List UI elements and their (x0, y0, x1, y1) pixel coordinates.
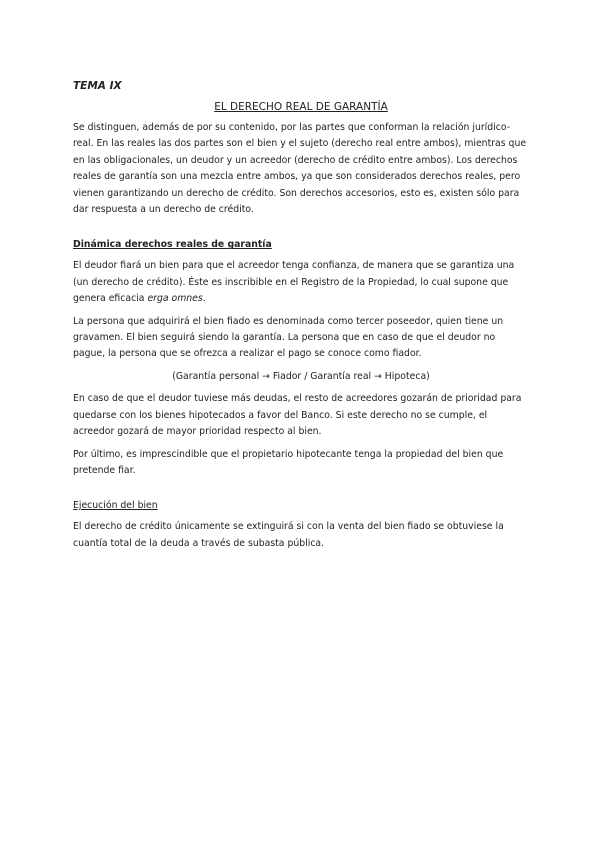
dinamica-paragraph-2: La persona que adquirirá el bien fiado es denominada como tercer poseedor, quien tiene un gravamen. El bien seguirá siendo la garantía. La persona que en caso de que el deudor no pague, la persona que se ofrezca a realizar el pago se conoce como fiador. (73, 315, 504, 360)
intro-paragraph: Se distinguen, además de por su contenido, por las partes que conforman la relación jurídico-real. En las reales las dos partes son el bien y el sujeto (derecho real entre ambos), mientras que en las obligacionales, un deudor y un acreedor (derecho de crédito entre ambos). Los derechos reales de garantía son una mezcla entre ambos, ya que son considerados derechos reales, pero vienen garantizando un derecho de crédito. Son derechos accesorios, esto es, existen sólo para dar respuesta a un derecho de crédito. (73, 122, 527, 216)
chapter-label: TEMA IX (73, 80, 122, 92)
guarantee-formula: (Garantía personal → Fiador / Garantía real → Hipoteca) (172, 370, 430, 382)
document-content (73, 79, 529, 558)
ejecucion-paragraph-1: El derecho de crédito únicamente se extinguirá si con la venta del bien fiado se obtuviese la cuantía total de la deuda a través de subasta pública. (73, 521, 504, 549)
dinamica-p1-text: El deudor fiará un bien para que el acreedor tenga confianza, de manera que se garantiza una (un derecho de crédito). Éste es inscribible en el Registro de la Propiedad, lo cual supone que genera eficacia (73, 260, 515, 305)
section-heading-ejecucion: Ejecución del bien (73, 500, 158, 512)
section-heading-dinamica: Dinámica derechos reales de garantía (73, 239, 272, 251)
dinamica-paragraph-3: En caso de que el deudor tuviese más deudas, el resto de acreedores gozarán de prioridad para quedarse con los bienes hipotecados a favor del Banco. Si este derecho no se cumple, el acreedor gozará de mayor prioridad respecto al bien. (73, 393, 522, 438)
dinamica-paragraph-1 (73, 258, 529, 307)
dinamica-p1-end: . (202, 293, 206, 305)
document-title: EL DERECHO REAL DE GARANTÍA (214, 101, 388, 113)
dinamica-paragraph-4: Por último, es imprescindible que el propietario hipotecante tenga la propiedad del bien que pretende fiar. (73, 448, 504, 476)
dinamica-p1-emphasis: erga omnes (147, 293, 203, 305)
